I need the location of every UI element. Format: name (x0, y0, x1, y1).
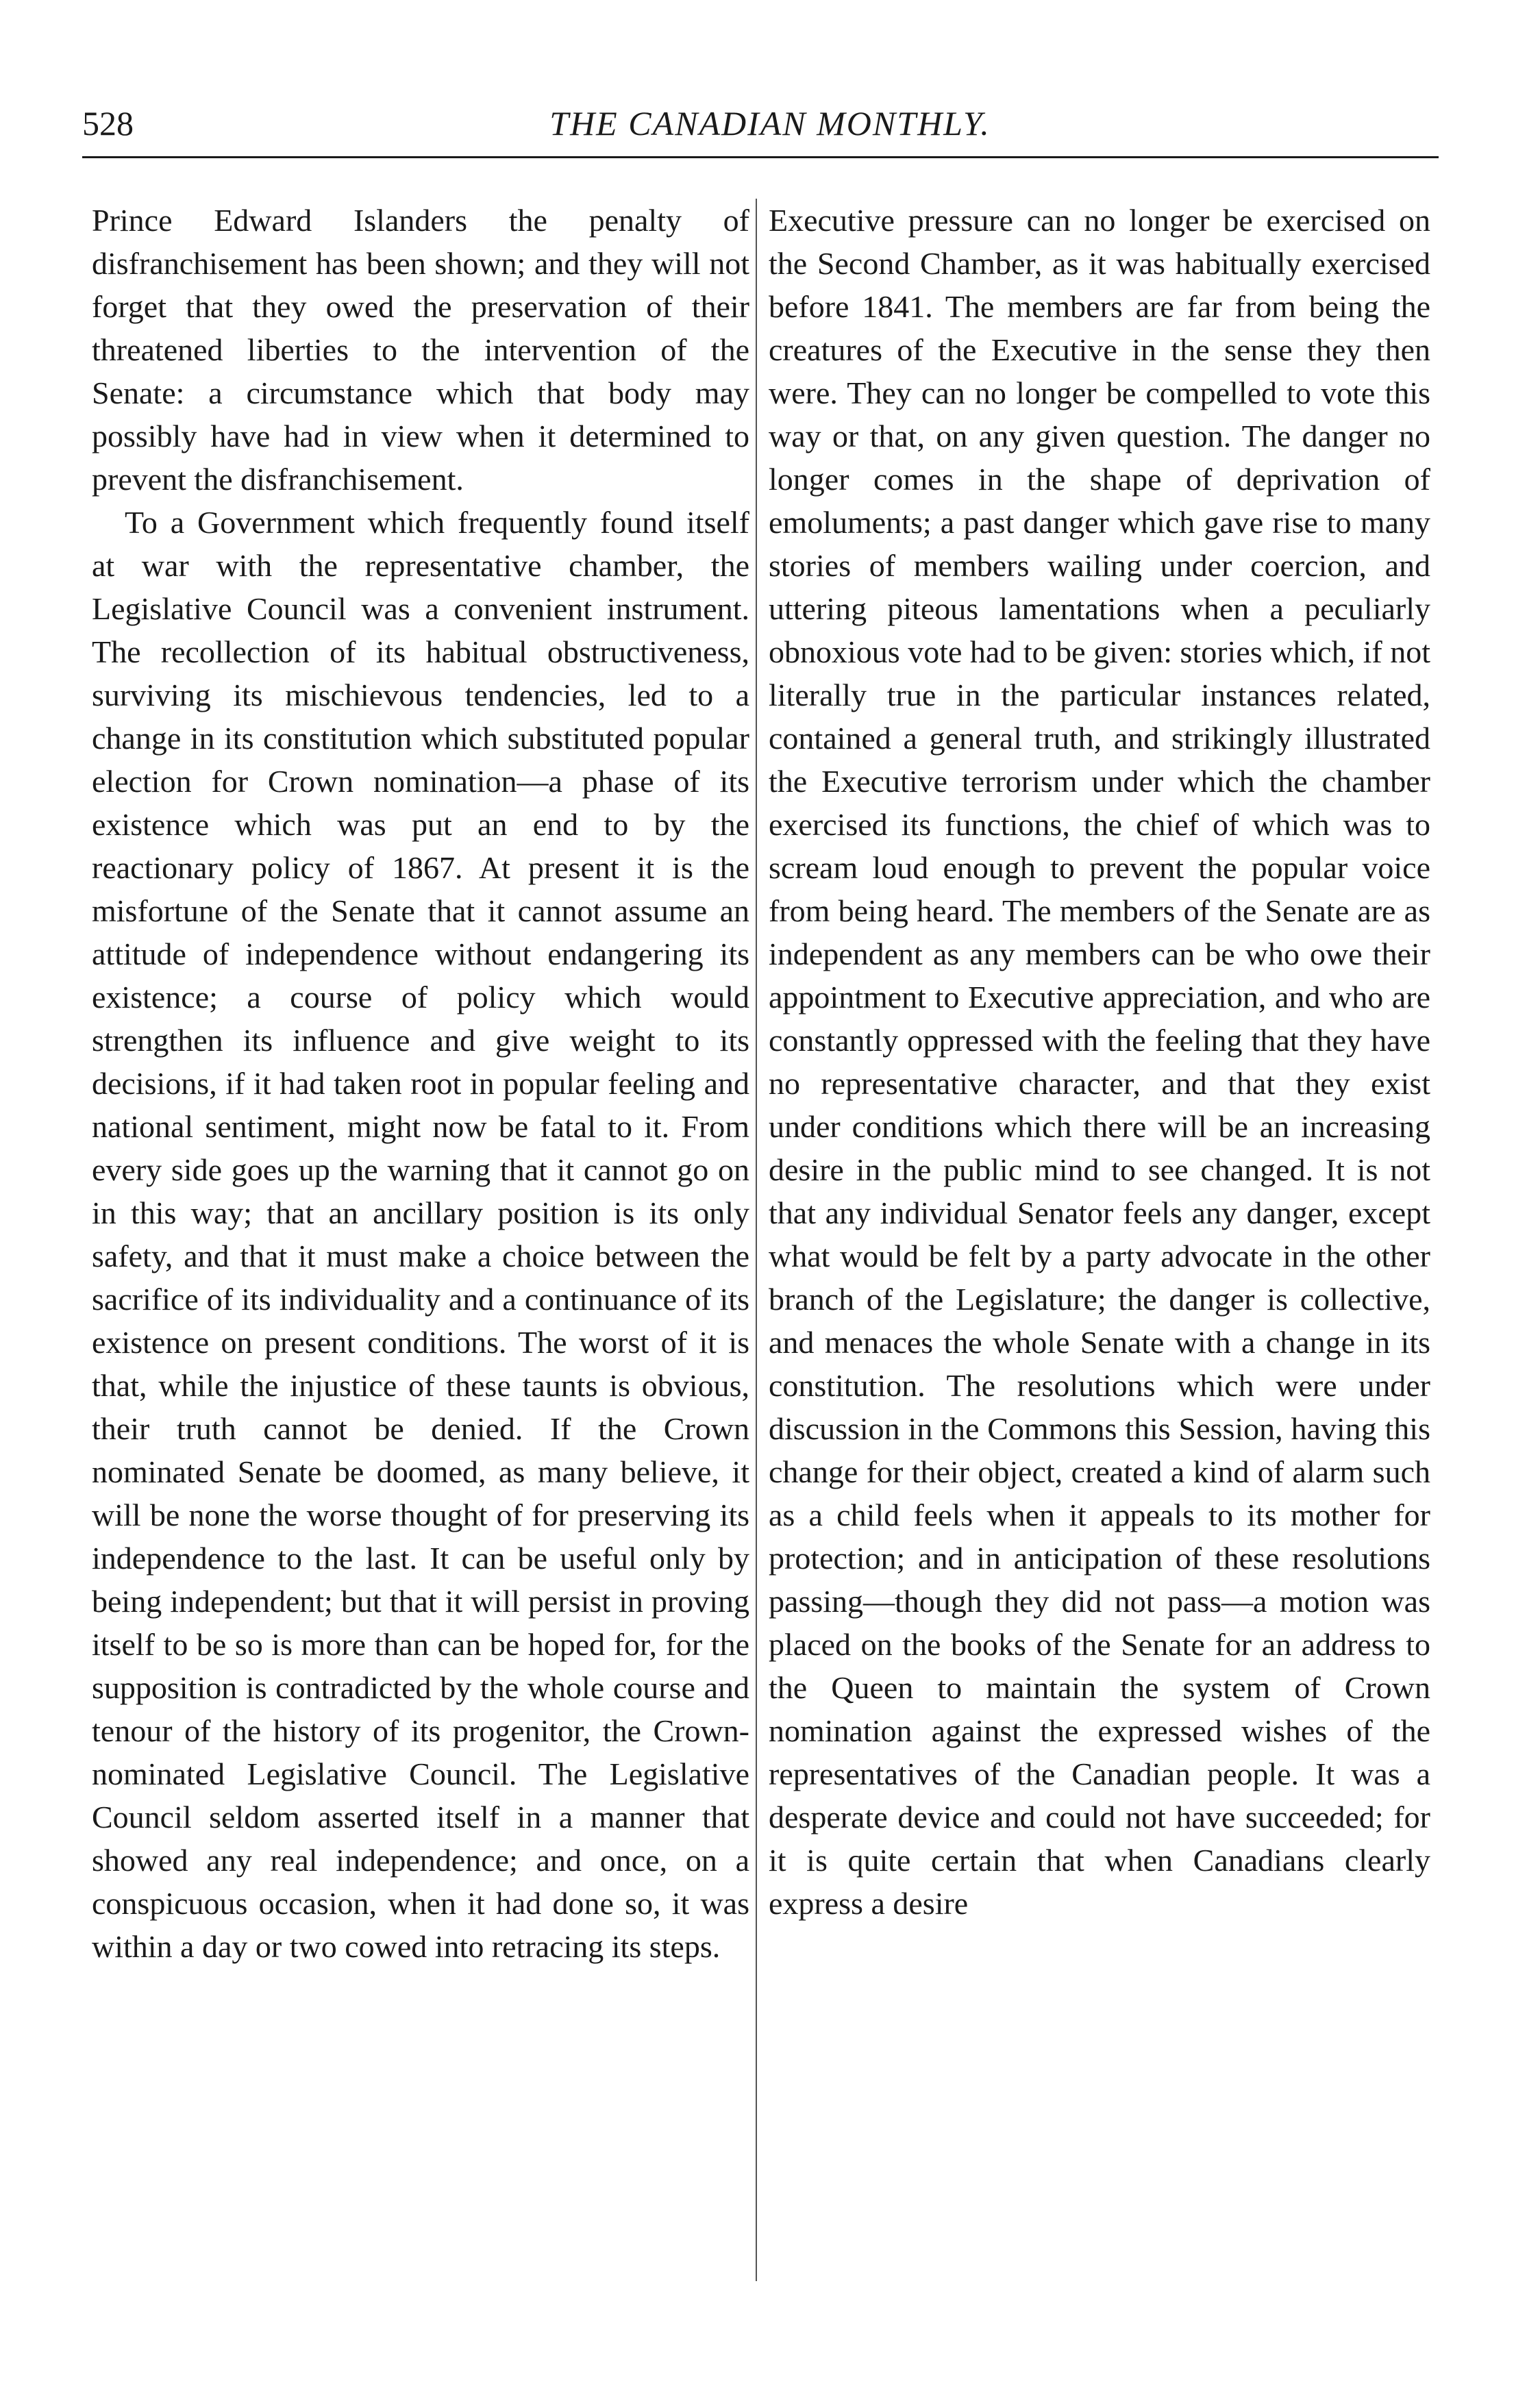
running-title: THE CANADIAN MONTHLY. (549, 104, 991, 142)
column-divider (756, 199, 757, 2281)
paragraph: Executive pressure can no longer be exercised on the Second Chamber, as it was habitually exercised before 1841. The members are far from being the creatures of the Executive in the sense they then were. They can no longer be compelled to vote this way or that, on any given question. The danger no longer comes in the shape of deprivation of emoluments; a past danger which gave rise to many stories of members wailing under coercion, and uttering piteous lamentations when a peculiarly obnoxious vote had to be given: stories which, if not literally true in the particular instances related, contained a general truth, and strikingly illustrated the Executive terrorism under which the chamber exercised its functions, the chief of which was to scream loud enough to prevent the popular voice from being heard. The members of the Senate are as independent as any members can be who owe their appointment to Executive appreciation, and who are constantly oppressed with the feeling that they have no representative character, and that they exist under conditions which there will be an increasing desire in the public mind to see changed. It is not that any individual Senator feels any danger, except what would be felt by a party advocate in the other branch of the Legislature; the danger is collective, and menaces the whole Senate with a change in its constitution. The resolutions which were under discussion in the Commons this Session, having this change for their object, created a kind of alarm such as a child feels when it appeals to its mother for protection; and in anticipation of these resolutions passing—though they did not pass—a motion was placed on the books of the Senate for an address to the Queen to maintain the system of Crown nomination against the expressed wishes of the representatives of the Canadian people. It was a desperate device and could not have succeeded; for it is quite certain that when Canadians clearly express a desire (769, 203, 1430, 1921)
left-column (92, 199, 749, 1968)
paragraph: Prince Edward Islanders the penalty of disfranchisement has been shown; and they will not forget that they owed the preservation of their threatened liberties to the intervention of the Senate: a circumstance which that body may possibly have had in view when it determined to prevent the disfranchisement. (92, 203, 749, 497)
page-number: 528 (82, 104, 134, 142)
right-column (769, 199, 1430, 1925)
paragraph: To a Government which frequently found itself at war with the representative chamber, the Legislative Council was a convenient instrument. The recollection of its habitual obstructiveness, surviving its mischievous tendencies, led to a change in its constitution which substituted popular election for Crown nomination—a phase of its existence which was put an end to by the reactionary policy of 1867. At present it is the misfortune of the Senate that it cannot assume an attitude of independence without endangering its existence; a course of policy which would strengthen its influence and give weight to its decisions, if it had taken root in popular feeling and national sentiment, might now be fatal to it. From every side goes up the warning that it cannot go on in this way; that an ancillary position is its only safety, and that it must make a choice between the sacrifice of its individuality and a continuance of its existence on present conditions. The worst of it is that, while the injustice of these taunts is obvious, their truth cannot be denied. If the Crown nominated Senate be doomed, as many believe, it will be none the worse thought of for preserving its independence to the last. It can be useful only by being independent; but that it will persist in proving itself to be so is more than can be hoped for, for the supposition is contradicted by the whole course and tenour of the history of its progenitor, the Crown-nominated Legislative Council. The Legislative Council seldom asserted itself in a manner that showed any real independence; and once, on a conspicuous occasion, when it had done so, it was within a day or two cowed into retracing its steps. (92, 505, 749, 1964)
header-rule (82, 156, 1439, 158)
